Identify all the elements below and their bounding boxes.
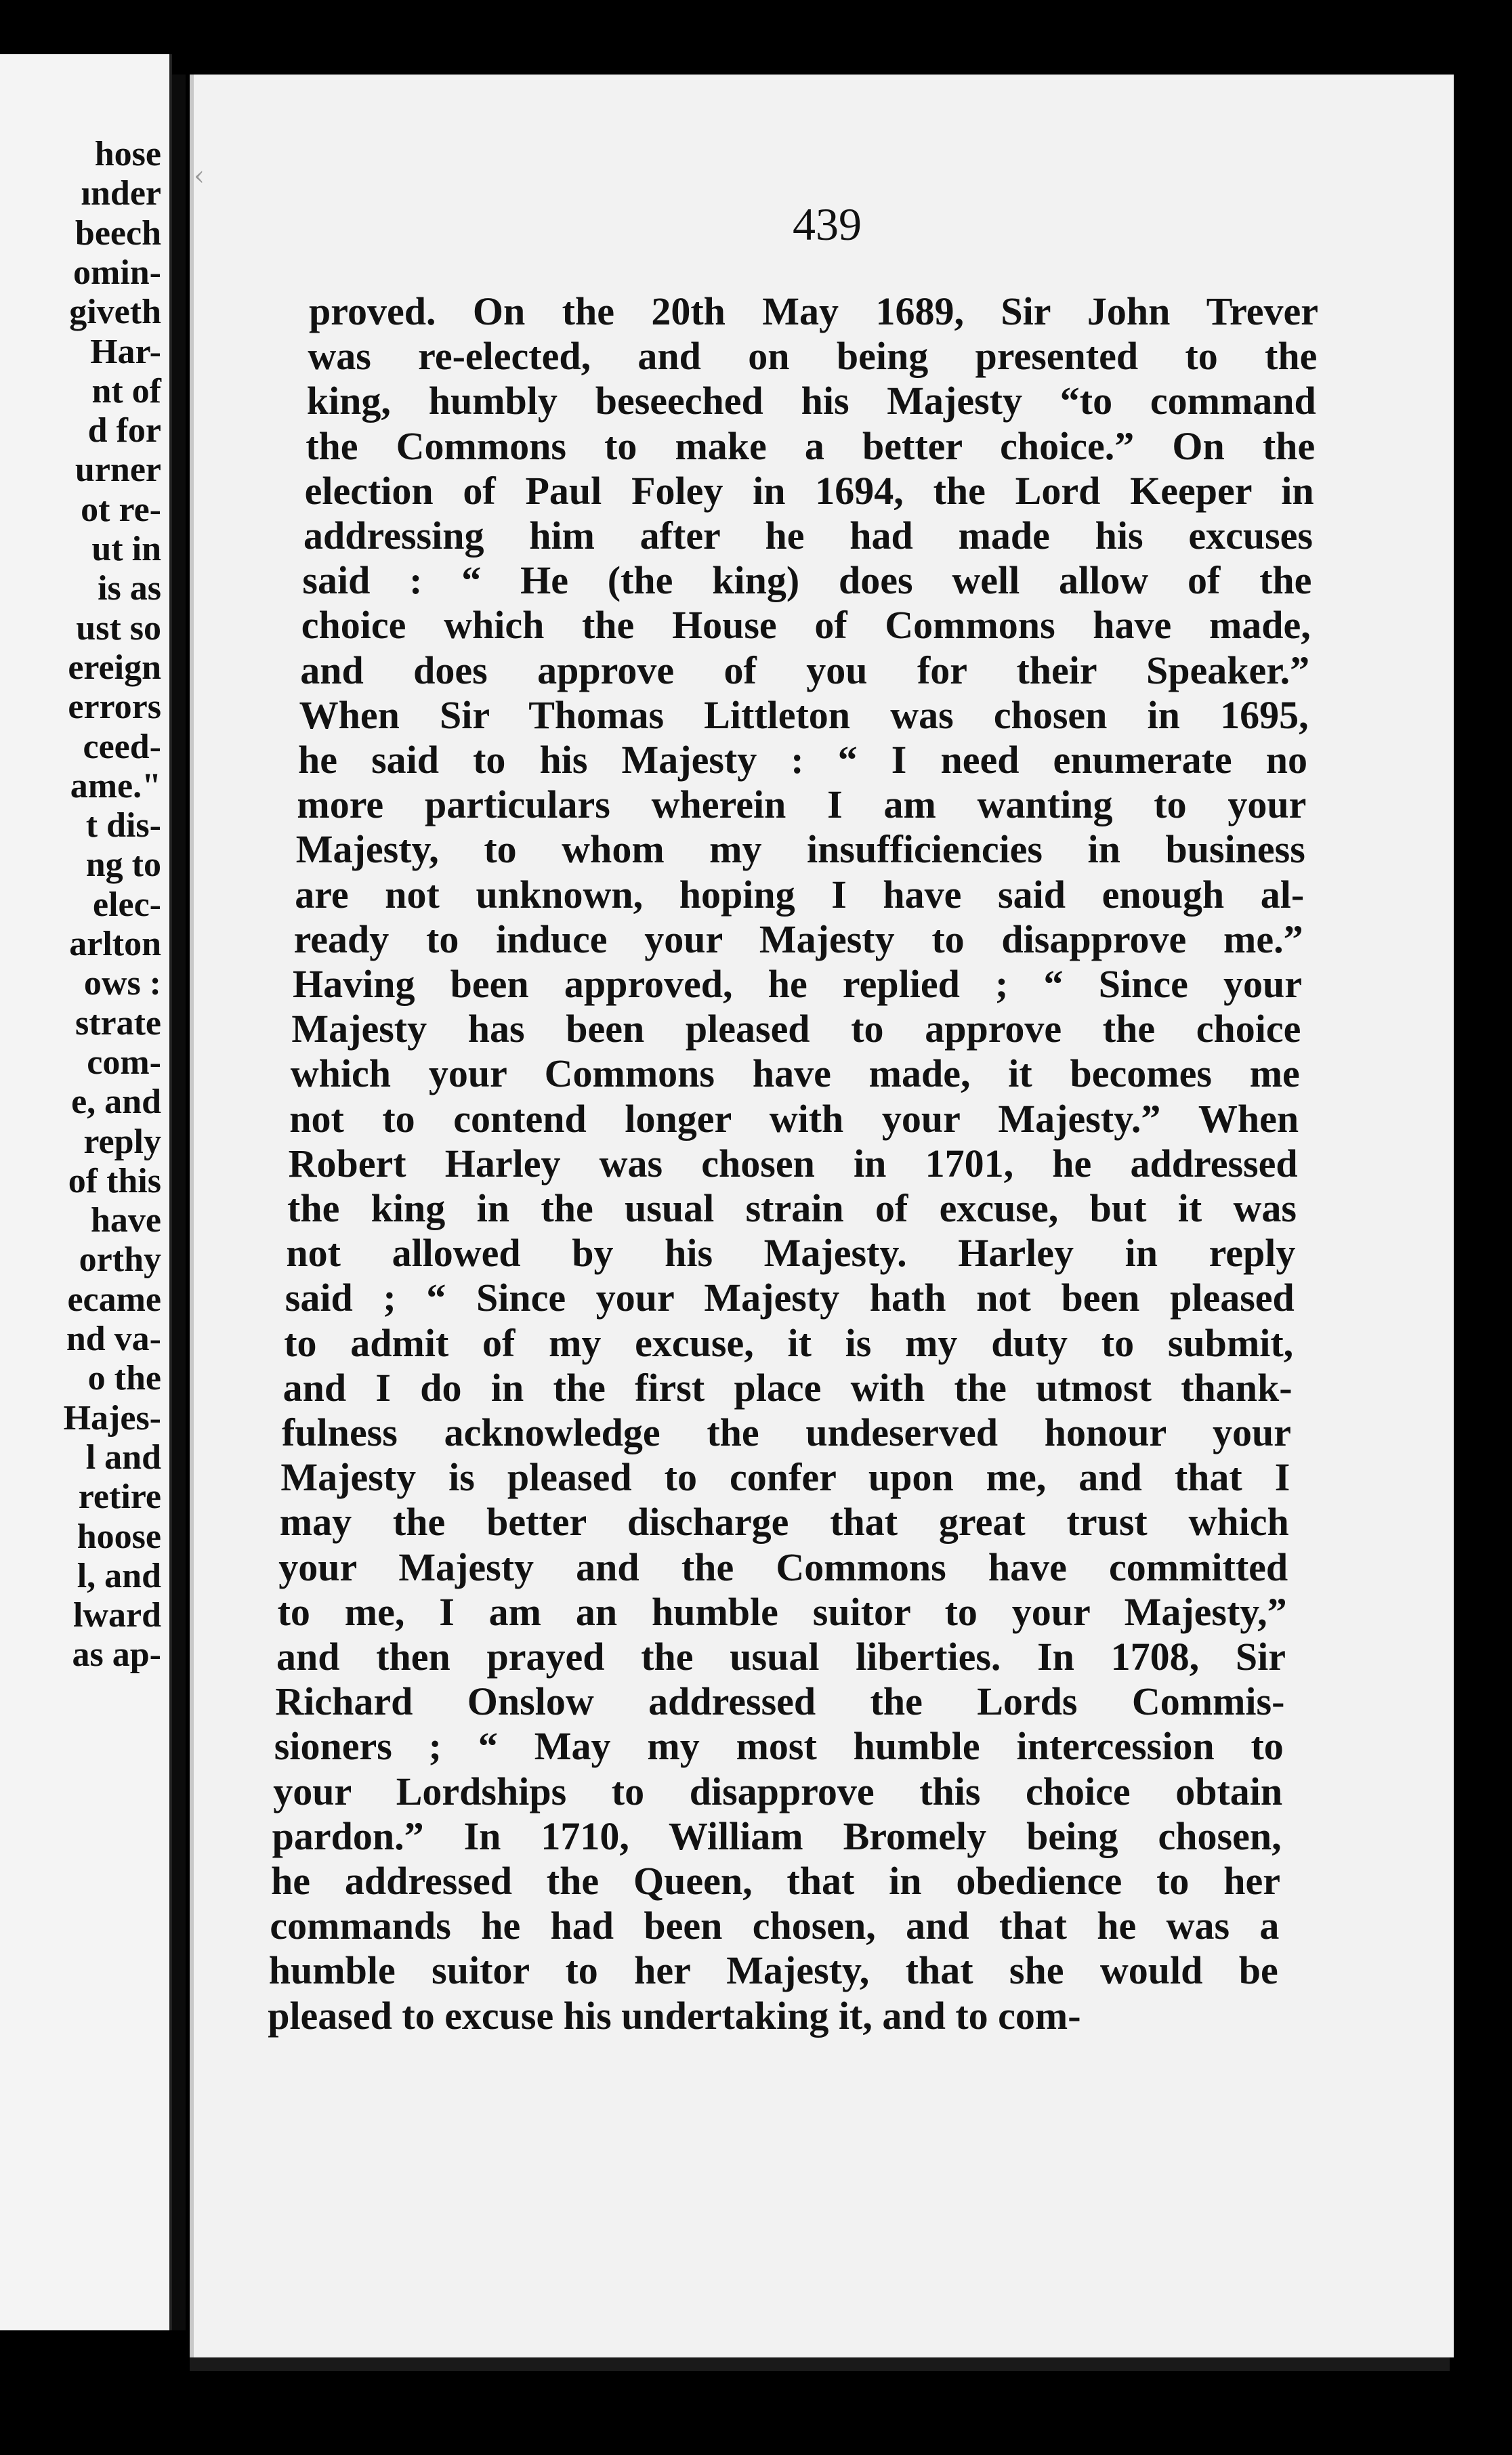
left-page-line: ot re- xyxy=(81,490,161,529)
right-page xyxy=(190,75,1454,2357)
body-text-line: the Commons to make a better choice.” On the xyxy=(306,423,1316,468)
left-page-line: as ap- xyxy=(72,1635,161,1675)
left-page-line: d for xyxy=(87,411,161,450)
body-text-line: and I do in the first place with the utmost thank- xyxy=(282,1365,1293,1410)
body-text-line: Having been approved, he replied ; “ Since your xyxy=(293,962,1302,1006)
body-text-line: proved. On the 20th May 1689, Sir John Trever xyxy=(309,289,1318,333)
page-edge-mark: ‹ xyxy=(194,161,205,192)
left-page-line: l and xyxy=(85,1438,161,1477)
body-text-line: humble suitor to her Majesty, that she would be xyxy=(268,1948,1278,1993)
left-page-line: lward xyxy=(73,1596,161,1635)
left-page-line: Har- xyxy=(90,332,161,371)
body-text-line: was re-elected, and on being presented to the xyxy=(308,334,1318,379)
left-page-line: Hajes- xyxy=(63,1398,161,1438)
book-gutter xyxy=(172,75,186,2330)
left-page-line: of this xyxy=(68,1161,161,1200)
left-page-line: reply xyxy=(83,1122,161,1161)
body-text-line: election of Paul Foley in 1694, the Lord Keeper in xyxy=(304,468,1314,513)
left-page-line: retire xyxy=(78,1477,161,1517)
body-text-line: Majesty, to whom my insufficiencies in business xyxy=(295,827,1305,872)
left-page-line: orthy xyxy=(79,1240,161,1280)
left-page-line: have xyxy=(91,1201,161,1240)
body-text-line: to me, I am an humble suitor to your Majesty,” xyxy=(277,1589,1287,1634)
body-text-line: said : “ He (the king) does well allow of the xyxy=(302,558,1312,603)
left-page-line: ng to xyxy=(85,845,161,885)
body-text-line: pardon.” In 1710, William Bromely being chosen, xyxy=(272,1813,1282,1858)
page-number: 439 xyxy=(793,198,862,250)
body-text-line: said ; “ Since your Majesty hath not been pleased xyxy=(285,1276,1295,1320)
body-text-line: he said to his Majesty : “ I need enumerate no xyxy=(298,738,1307,782)
body-text-line: When Sir Thomas Littleton was chosen in 1695, xyxy=(299,692,1309,737)
body-text-line: which your Commons have made, it becomes me xyxy=(290,1051,1300,1096)
left-page-line: e, and xyxy=(71,1083,161,1122)
body-text-line: Richard Onslow addressed the Lords Commis- xyxy=(275,1679,1285,1724)
left-page-fragment xyxy=(0,54,172,2330)
body-text-line: not allowed by his Majesty. Harley in reply xyxy=(286,1231,1296,1276)
left-page-line: nt of xyxy=(91,371,161,411)
left-page-line: ows : xyxy=(83,964,161,1003)
left-page-line: t dis- xyxy=(85,806,161,845)
body-text-line: the king in the usual strain of excuse, but it was xyxy=(287,1186,1297,1230)
body-text-line: he addressed the Queen, that in obedience to her xyxy=(271,1859,1280,1903)
left-page-line: hose xyxy=(94,135,161,173)
body-text-line: not to contend longer with your Majesty.” When xyxy=(289,1096,1299,1141)
body-text-line: Majesty has been pleased to approve the choice xyxy=(291,1007,1301,1051)
left-page-line: ame." xyxy=(70,766,161,805)
body-text-line: more particulars wherein I am wanting to your xyxy=(297,782,1307,827)
body-text-line: ready to induce your Majesty to disapprove me.” xyxy=(293,917,1303,961)
body-text-line: your Majesty and the Commons have committed xyxy=(278,1545,1288,1589)
left-page-line: urner xyxy=(75,450,161,490)
left-page-line: elec- xyxy=(92,885,161,924)
body-text-line: Majesty is pleased to confer upon me, and that I xyxy=(280,1455,1290,1500)
left-page-line: ceed- xyxy=(83,727,161,766)
left-page-line: is as xyxy=(98,569,161,608)
body-text-line: Robert Harley was chosen in 1701, he addressed xyxy=(288,1141,1298,1185)
body-text-line: and then prayed the usual liberties. In 1708, Sir xyxy=(276,1635,1286,1679)
left-page-line: errors xyxy=(68,688,161,727)
left-page-line: ut in xyxy=(91,530,161,568)
body-text-line: commands he had been chosen, and that he was a xyxy=(270,1904,1280,1948)
left-page-line: nd va- xyxy=(66,1320,161,1358)
left-page-line: ust so xyxy=(76,608,161,648)
left-page-line: giveth xyxy=(69,293,161,332)
left-page-line: strate xyxy=(75,1003,161,1043)
body-text-line: king, humbly beseeched his Majesty “to command xyxy=(306,379,1316,423)
body-text-line: to admit of my excuse, it is my duty to submit, xyxy=(284,1320,1294,1365)
body-text-line: your Lordships to disapprove this choice obtain xyxy=(273,1769,1283,1813)
body-text-line: are not unknown, hoping I have said enough al- xyxy=(295,872,1305,917)
body-text-line: fulness acknowledge the undeserved honour your xyxy=(282,1410,1291,1454)
body-text-line: addressing him after he had made his excuses xyxy=(303,513,1313,558)
page-bottom-shadow xyxy=(190,2357,1450,2371)
left-page-line: ereign xyxy=(68,648,161,687)
body-text-line: and does approve of you for their Speaker.” xyxy=(300,648,1310,692)
left-page-line: beech xyxy=(75,213,161,253)
body-text-line: choice which the House of Commons have made, xyxy=(301,603,1311,648)
left-page-line: ınder xyxy=(81,174,161,213)
body-text-line: may the better discharge that great trust which xyxy=(279,1500,1289,1545)
left-page-line: ecame xyxy=(67,1280,161,1319)
body-text-line: sioners ; “ May my most humble intercession to xyxy=(274,1724,1284,1769)
left-page-line: o the xyxy=(87,1359,161,1398)
left-page-line: arlton xyxy=(69,925,161,963)
left-page-line: com- xyxy=(87,1043,161,1082)
left-page-line: l, and xyxy=(77,1556,161,1595)
left-page-line: omin- xyxy=(73,253,161,292)
left-page-line: hoose xyxy=(77,1517,161,1556)
body-text-line: pleased to excuse his undertaking it, and to com- xyxy=(268,1993,1081,2038)
